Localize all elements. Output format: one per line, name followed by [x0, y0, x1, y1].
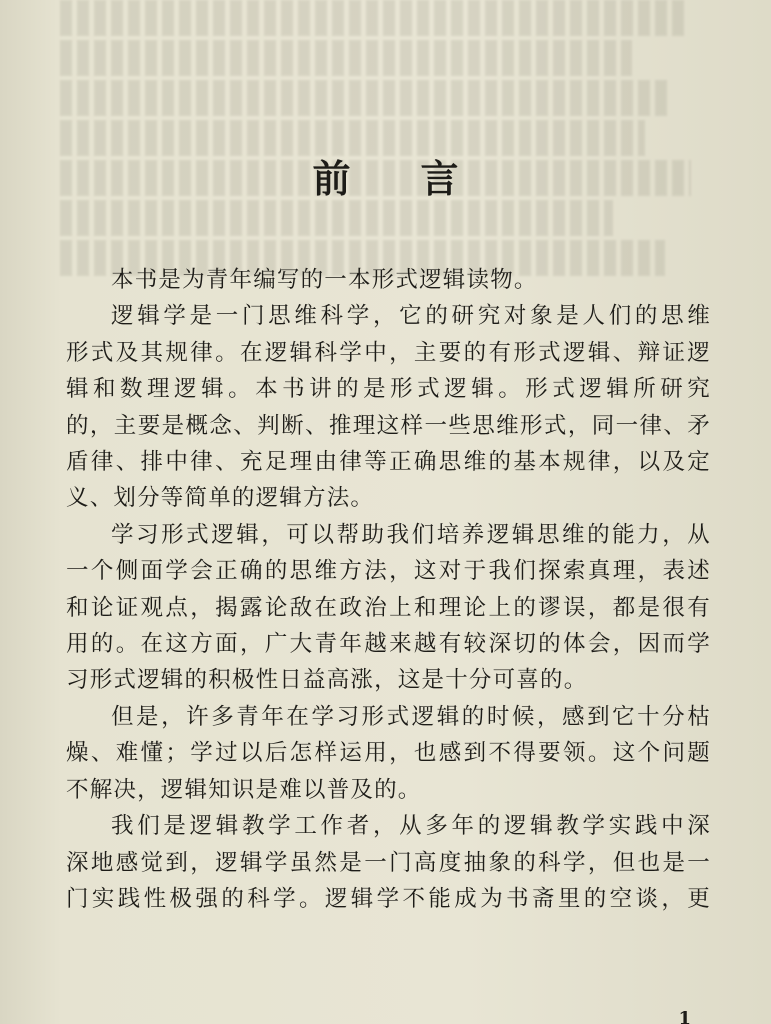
text-line: 的，主要是概念、判断、推理这样一些思维形式，同一律、矛 [66, 412, 711, 439]
text-line: 盾律、排中律、充足理由律等正确思维的基本规律，以及定 [66, 449, 711, 476]
text-line: 辑和数理逻辑。本书讲的是形式逻辑。形式逻辑所研究 [66, 376, 711, 403]
page-number: 1 [678, 1008, 691, 1024]
text-line: 一个侧面学会正确的思维方法，这对于我们探索真理，表述 [66, 558, 711, 585]
paragraph-4 [66, 699, 711, 808]
text-line: 门实践性极强的科学。逻辑学不能成为书斋里的空谈，更 [66, 885, 711, 912]
text-line: 但是，许多青年在学习形式逻辑的时候，感到它十分枯 [111, 703, 711, 730]
page-title: 前言 [312, 156, 529, 201]
text-line: 义、划分等简单的逻辑方法。 [66, 485, 375, 512]
text-line: 学习形式逻辑，可以帮助我们培养逻辑思维的能力，从 [111, 521, 711, 548]
preface-body [66, 262, 711, 917]
paragraph-3 [66, 517, 711, 699]
text-line: 我们是逻辑教学工作者，从多年的逻辑教学实践中深 [111, 813, 711, 840]
text-line: 燥、难懂；学过以后怎样运用，也感到不得要领。这个问题 [66, 740, 711, 767]
paragraph-1 [66, 262, 711, 298]
text-line: 深地感觉到，逻辑学虽然是一门高度抽象的科学，但也是一 [66, 849, 711, 876]
text-line: 本书是为青年编写的一本形式逻辑读物。 [111, 267, 538, 293]
text-line: 形式及其规律。在逻辑科学中，主要的有形式逻辑、辩证逻 [66, 339, 711, 366]
paragraph-5 [66, 808, 711, 917]
text-line: 习形式逻辑的积极性日益高涨，这是十分可喜的。 [66, 667, 588, 694]
text-line: 不解决，逻辑知识是难以普及的。 [66, 776, 422, 803]
bleed-through-text [60, 0, 710, 280]
paragraph-2 [66, 298, 711, 516]
text-line: 逻辑学是一门思维科学，它的研究对象是人们的思维 [111, 303, 711, 330]
text-line: 和论证观点，揭露论敌在政治上和理论上的谬误，都是很有 [66, 594, 711, 621]
text-line: 用的。在这方面，广大青年越来越有较深切的体会，因而学 [66, 631, 711, 658]
